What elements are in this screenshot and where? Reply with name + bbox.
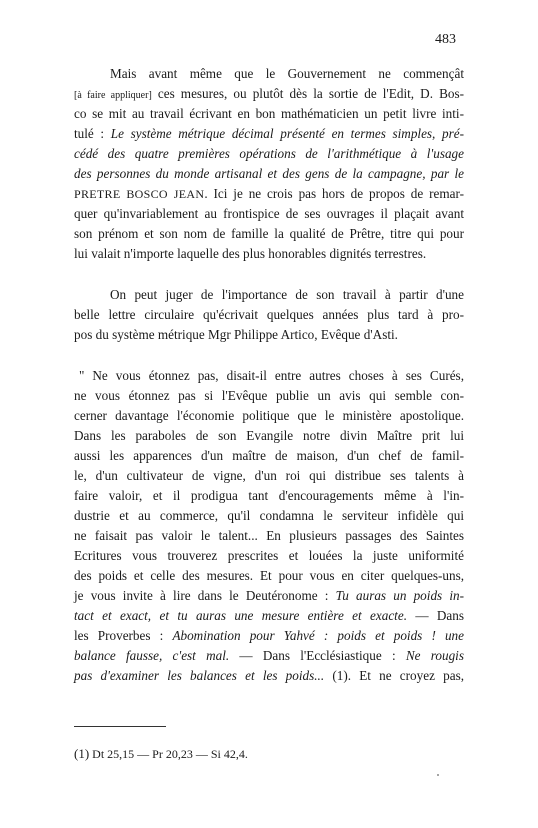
text-span: les Proverbes : [74, 628, 173, 643]
text-line: cerner davantage l'économie politique que le ministère apostolique. [74, 408, 464, 423]
text-line: faire valoir, et il prodigua tant d'encouragements même à l'in- [74, 488, 464, 503]
text-line [74, 144, 464, 164]
text-line [74, 646, 464, 666]
text-line: " Ne vous étonnez pas, disait-il entre autres choses à ses Curés, [79, 368, 464, 383]
text-line: pos du système métrique Mgr Philippe Artico, Evêque d'Asti. [74, 327, 398, 342]
text-line: co se mit au travail écrivant en bon mathématicien un petit livre inti- [74, 106, 464, 121]
page-speck [437, 774, 439, 776]
scripture-quote: Tu auras un poids in- [335, 588, 464, 603]
text-line: des poids et celle des mesures. Et pour vous en citer quelques-uns, [74, 568, 464, 583]
footnote-number: (1) [74, 746, 90, 761]
text-line: le, d'un cultivateur de vigne, d'un roi qui distribue ses talents à [74, 468, 464, 483]
text-line: quer qu'invariablement au frontispice de ses ouvrages il plaçait avant [74, 206, 464, 221]
text-line [74, 586, 464, 606]
text-line: Dans les paraboles de son Evangile notre divin Maître prit lui [74, 428, 464, 443]
text-span: je vous invite à lire dans le Deutéronome : [74, 588, 336, 603]
text-span: — Dans [407, 608, 464, 623]
text-span: (1). Et ne croyez pas, [324, 668, 464, 683]
text-line: On peut juger de l'importance de son travail à partir d'une [110, 287, 464, 302]
text-span: . Ici je ne crois pas hors de propos de remar- [204, 186, 464, 201]
text-line [74, 626, 464, 646]
scripture-quote: balance fausse, c'est mal. [74, 648, 230, 663]
text-line: aussi les apparences d'un maître de maison, d'un chef de famil- [74, 448, 464, 463]
text-line [74, 666, 464, 686]
text-line [74, 124, 464, 144]
text-line [74, 84, 464, 106]
text-line: Mais avant même que le Gouvernement ne commençât [110, 66, 464, 81]
text-line: son prénom et son nom de famille la qualité de Prêtre, titre qui pour [74, 226, 464, 241]
book-title: Le système métrique décimal présenté en termes simples, pré- [110, 126, 464, 141]
bracket-note: [à faire appliquer] [74, 90, 152, 101]
scripture-quote: Ne rougis [405, 648, 464, 663]
book-title: cédé des quatre premières opérations de l'arithmétique à l'usage [74, 146, 464, 161]
footnote [74, 746, 248, 762]
text-line [74, 164, 464, 184]
scripture-quote: Abomination pour Yahvé : poids et poids ! une [172, 628, 464, 643]
text-span: tulé : [74, 126, 111, 141]
text-span: — Dans l'Ecclésiastique : [229, 648, 406, 663]
footnote-text: Dt 25,15 — Pr 20,23 — Si 42,4. [89, 747, 248, 761]
text-span: ces mesures, ou plutôt dès la sortie de l'Edit, D. Bos- [151, 86, 464, 101]
scripture-quote: pas d'examiner les balances et les poids... [74, 668, 325, 683]
text-line: lui valait n'importe laquelle des plus honorables dignités terrestres. [74, 246, 427, 261]
page-number: 483 [435, 32, 456, 47]
author-caps: PRETRE BOSCO JEAN [74, 187, 205, 201]
text-line: Ecritures vous trouverez prescrites et louées la juste uniformité [74, 548, 464, 563]
text-line: ne vous étonnez pas si l'Evêque publie un avis qui semble con- [74, 388, 464, 403]
text-line [74, 184, 464, 204]
text-line: ne faisait pas valoir le talent... En plusieurs passages des Saintes [74, 528, 464, 543]
text-line: dustrie et au commerce, qu'il condamna le serviteur infidèle qui [74, 508, 464, 523]
text-line: belle lettre circulaire qu'écrivait quelques années plus tard à pro- [74, 307, 464, 322]
scripture-quote: tact et exact, et tu auras une mesure entière et exacte. [74, 608, 407, 623]
book-title: des personnes du monde artisanal et des gens de la campagne, par le [74, 166, 464, 181]
text-line [74, 606, 464, 626]
footnote-divider [74, 726, 166, 727]
